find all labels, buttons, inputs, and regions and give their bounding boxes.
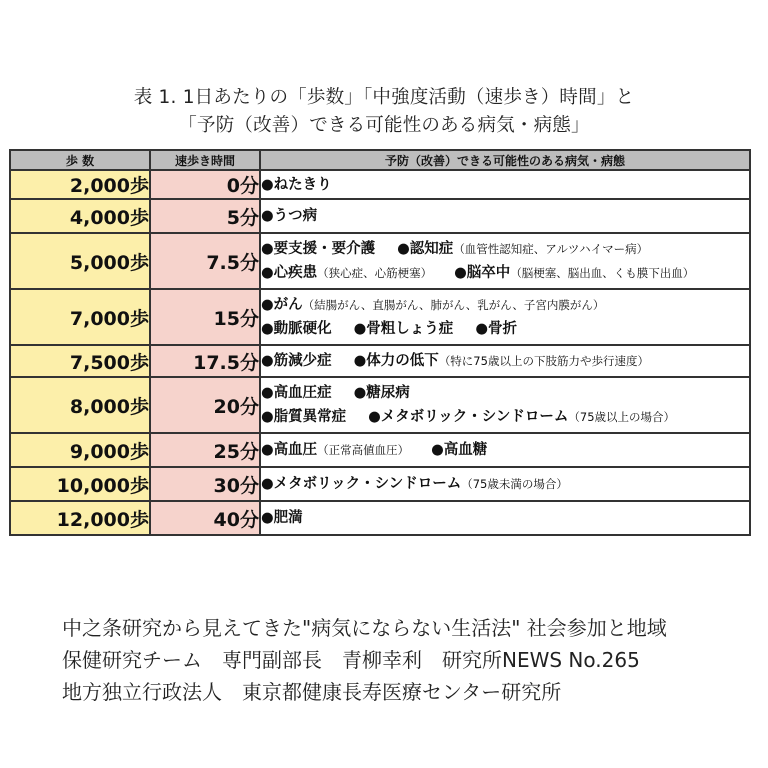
condition-name: ●骨折 [475,321,517,337]
steps-cell: 8,000歩 [10,377,150,433]
header-diseases: 予防（改善）できる可能性のある病気・病態 [260,150,750,170]
brisk-walk-time-cell: 0分 [150,170,260,199]
condition-item [397,241,648,257]
title-line-2: 「予防（改善）できる可能性のある病気・病態」 [178,115,590,136]
conditions-cell [260,345,750,377]
condition-name: ●体力の低下 [353,353,439,369]
condition-name: ●要支援・要介護 [261,241,376,257]
brisk-walk-time-cell: 25分 [150,433,260,467]
condition-name: ●肥満 [261,510,303,526]
title-line-1: 表 1. 1日あたりの「歩数」「中強度活動（速歩き）時間」と [133,87,635,108]
conditions-cell [260,377,750,433]
steps-cell: 4,000歩 [10,199,150,233]
brisk-walk-time-cell: 17.5分 [150,345,260,377]
steps-cell: 5,000歩 [10,233,150,289]
conditions-cell [260,467,750,501]
condition-item [261,442,409,458]
condition-item [261,208,317,224]
condition-name: ●動脈硬化 [261,321,332,337]
conditions-cell [260,501,750,535]
condition-name: ●高血糖 [431,442,488,458]
conditions-cell [260,170,750,199]
condition-name: ●がん [261,297,303,313]
condition-name: ●メタボリック・シンドローム [261,476,462,492]
brisk-walk-time-cell: 20分 [150,377,260,433]
condition-name: ●骨粗しょう症 [353,321,454,337]
steps-cell: 12,000歩 [10,501,150,535]
steps-table [9,149,751,536]
condition-note: （特に75歳以上の下肢筋力や歩行速度） [438,354,649,368]
table-row [10,345,750,377]
conditions-line [261,317,749,341]
table-row [10,289,750,345]
condition-name: ●筋減少症 [261,353,332,369]
condition-item [368,409,675,425]
table-title [0,84,768,140]
condition-item [261,297,604,313]
table-header-row [10,150,750,170]
condition-name: ●糖尿病 [353,385,410,401]
conditions-line [261,237,749,261]
conditions-line [261,173,749,197]
condition-item [354,321,454,337]
header-time: 速歩き時間 [150,150,260,170]
brisk-walk-time-cell: 30分 [150,467,260,501]
steps-cell: 7,500歩 [10,345,150,377]
condition-name: ●ねたきり [261,176,332,193]
header-steps: 歩 数 [10,150,150,170]
condition-note: （結腸がん、直腸がん、肺がん、乳がん、子宮内膜がん） [302,298,605,312]
conditions-line [261,438,749,462]
conditions-line [261,293,749,317]
table-row [10,433,750,467]
condition-item [261,321,332,337]
table-row [10,170,750,199]
steps-cell: 9,000歩 [10,433,150,467]
conditions-cell [260,289,750,345]
condition-item [354,353,649,369]
brisk-walk-time-cell: 5分 [150,199,260,233]
condition-item [261,241,375,257]
condition-name: ●高血圧症 [261,385,332,401]
condition-item [261,510,303,526]
brisk-walk-time-cell: 15分 [150,289,260,345]
brisk-walk-time-cell: 7.5分 [150,233,260,289]
condition-item [261,476,568,492]
conditions-cell [260,233,750,289]
condition-item [261,385,332,401]
condition-name: ●高血圧 [261,442,318,458]
condition-item [475,321,517,337]
citation-line-1: 中之条研究から見えてきた"病気にならない生活法" 社会参加と地域 [62,616,667,640]
table-row [10,501,750,535]
condition-note: （脳梗塞、脳出血、くも膜下出血） [510,266,695,280]
conditions-line [261,506,749,530]
condition-note: （血管性認知症、アルツハイマー病） [453,242,649,256]
condition-name: ●うつ病 [261,208,318,224]
conditions-cell [260,199,750,233]
condition-item [431,442,487,458]
table-row [10,233,750,289]
conditions-line [261,405,749,429]
conditions-line [261,204,749,228]
condition-name: ●脂質異常症 [261,409,347,425]
condition-item [454,265,694,281]
steps-cell: 10,000歩 [10,467,150,501]
conditions-line [261,381,749,405]
brisk-walk-time-cell: 40分 [150,501,260,535]
conditions-line [261,349,749,373]
condition-name: ●メタボリック・シンドローム [368,409,569,425]
source-citation [62,612,667,708]
citation-line-3: 地方独立行政法人 東京都健康長寿医療センター研究所 [62,680,562,704]
condition-item [354,385,410,401]
condition-name: ●認知症 [397,241,454,257]
condition-note: （75歳未満の場合） [461,477,568,491]
steps-cell: 2,000歩 [10,170,150,199]
conditions-line [261,261,749,285]
conditions-line [261,472,749,496]
table-row [10,467,750,501]
condition-item [261,353,332,369]
citation-line-2: 保健研究チーム 専門副部長 青柳幸利 研究所NEWS No.265 [62,648,640,672]
table-row [10,199,750,233]
condition-item [261,265,432,281]
condition-item [261,177,332,193]
condition-item [261,409,346,425]
condition-name: ●脳卒中 [454,265,511,281]
condition-note: （正常高値血圧） [317,443,410,457]
condition-note: （75歳以上の場合） [568,410,676,424]
conditions-cell [260,433,750,467]
condition-note: （狭心症、心筋梗塞） [317,266,433,280]
table-row [10,377,750,433]
steps-cell: 7,000歩 [10,289,150,345]
condition-name: ●心疾患 [261,265,318,281]
